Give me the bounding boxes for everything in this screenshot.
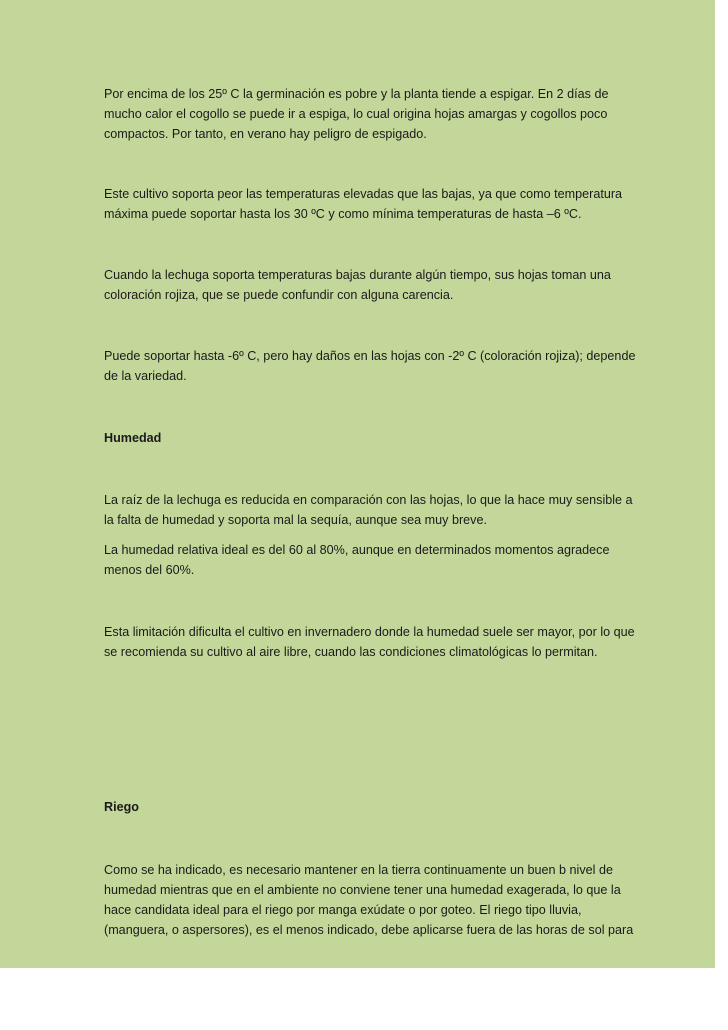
- paragraph-riego: Como se ha indicado, es necesario mantener en la tierra continuamente un buen b nivel de humedad mientras que en el ambiente no conviene tener una humedad exagerada, lo que la hace candidata ideal para el riego por manga exúdate o por goteo. El riego tipo lluvia, (manguera, o aspersores), es el menos indicado, debe aplicarse fuera de las horas de sol para: [104, 863, 634, 937]
- paragraph-germinacion: Por encima de los 25º C la germinación es pobre y la planta tiende a espigar. En 2 días de mucho calor el cogollo se puede ir a espiga, lo cual origina hojas amargas y cogollos poco compactos. Por tanto, en verano hay peligro de espigado.: [104, 87, 609, 141]
- paragraph-humedad-relativa: La humedad relativa ideal es del 60 al 80%, aunque en determinados momentos agradece menos del 60%.: [104, 543, 610, 577]
- paragraph-limitacion: Esta limitación dificulta el cultivo en invernadero donde la humedad suele ser mayor, por lo que se recomienda su cultivo al aire libre, cuando las condiciones climatológicas lo permitan.: [104, 625, 635, 659]
- paragraph-raiz: La raíz de la lechuga es reducida en comparación con las hojas, lo que la hace muy sensible a la falta de humedad y soporta mal la sequía, aunque sea muy breve.: [104, 493, 633, 527]
- paragraph-danos: Puede soportar hasta -6º C, pero hay daños en las hojas con -2º C (coloración rojiza); depende de la variedad.: [104, 349, 636, 383]
- paragraph-coloracion: Cuando la lechuga soporta temperaturas bajas durante algún tiempo, sus hojas toman una coloración rojiza, que se puede confundir con alguna carencia.: [104, 268, 611, 302]
- heading-riego: Riego: [104, 800, 139, 814]
- heading-humedad: Humedad: [104, 431, 162, 445]
- paragraph-temperaturas: Este cultivo soporta peor las temperaturas elevadas que las bajas, ya que como temperatura máxima puede soportar hasta los 30 ºC y como mínima temperaturas de hasta –6 ºC.: [104, 187, 623, 221]
